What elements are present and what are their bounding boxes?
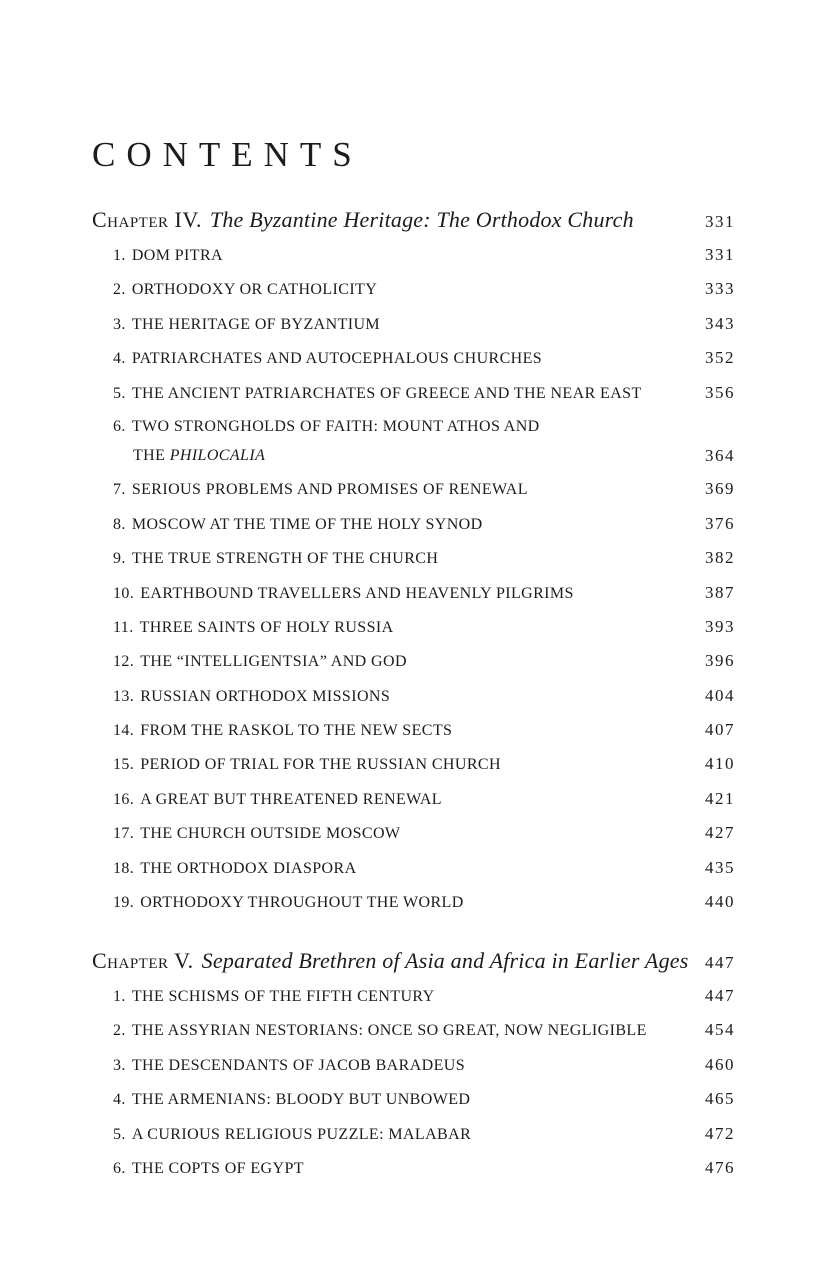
toc-item-row <box>92 1088 735 1111</box>
chapter-items <box>92 244 735 914</box>
item-page-number: 356 <box>705 382 735 402</box>
item-page-number: 465 <box>705 1089 735 1109</box>
item-number: 1. <box>113 247 126 264</box>
item-text <box>113 754 693 776</box>
toc-item-row <box>92 985 735 1008</box>
chapter-section <box>92 946 735 1180</box>
item-text <box>113 892 693 914</box>
item-text <box>113 514 693 536</box>
item-page-number: 393 <box>705 616 735 636</box>
item-text <box>113 245 693 267</box>
item-page-number: 447 <box>705 986 735 1006</box>
chapter-heading <box>92 205 735 237</box>
item-page-number: 404 <box>705 685 735 705</box>
item-number: 9. <box>113 550 126 568</box>
item-number: 16. <box>113 790 135 808</box>
item-text <box>113 1055 693 1077</box>
toc-item-row <box>92 1157 735 1180</box>
item-number: 5. <box>113 1125 126 1143</box>
item-number: 7. <box>113 481 126 499</box>
item-label: RUSSIAN ORTHODOX MISSIONS <box>140 687 391 705</box>
toc-item-row <box>92 244 735 267</box>
item-label: THE ANCIENT PATRIARCHATES OF GREECE AND THE NEAR EAST <box>131 384 642 402</box>
item-line2-italic: PHILOCALIA <box>169 446 266 464</box>
item-number: 13. <box>113 687 135 705</box>
item-number: 3. <box>113 1056 126 1074</box>
toc-item-row <box>92 1054 735 1077</box>
item-number: 6. <box>113 1159 126 1177</box>
item-page-number: 369 <box>705 479 735 499</box>
item-text <box>113 1089 693 1111</box>
item-label: ORTHODOXY THROUGHOUT THE WORLD <box>140 894 464 912</box>
item-page-number: 376 <box>705 513 735 533</box>
item-label: THE DESCENDANTS OF JACOB BARADEUS <box>131 1056 466 1074</box>
item-page-number: 396 <box>705 651 735 671</box>
item-text <box>113 1158 693 1180</box>
toc-item-row <box>92 1019 735 1042</box>
toc-item-row <box>92 582 735 605</box>
item-text <box>113 858 693 880</box>
item-text <box>113 583 693 605</box>
item-text <box>113 986 693 1008</box>
item-text <box>113 348 693 370</box>
item-number: 15. <box>113 756 135 774</box>
chapter-title: The Byzantine Heritage: The Orthodox Church <box>209 207 634 232</box>
item-label: THE ASSYRIAN NESTORIANS: ONCE SO GREAT, NOW NEGLIGIBLE <box>131 1022 647 1040</box>
item-number: 2. <box>113 1022 126 1040</box>
item-text <box>113 314 693 336</box>
toc-item-row <box>92 719 735 742</box>
item-text <box>113 617 693 639</box>
toc-item-row <box>92 416 735 467</box>
toc-item-row <box>92 857 735 880</box>
chapter-page-number: 447 <box>705 953 735 973</box>
item-label: PERIOD OF TRIAL FOR THE RUSSIAN CHURCH <box>140 756 501 774</box>
item-text <box>113 1124 693 1146</box>
item-number: 18. <box>113 859 135 877</box>
item-label: A CURIOUS RELIGIOUS PUZZLE: MALABAR <box>131 1125 472 1143</box>
item-page-number: 476 <box>705 1157 735 1177</box>
item-page-number: 440 <box>705 892 735 912</box>
item-page-number: 472 <box>705 1123 735 1143</box>
item-label: THREE SAINTS OF HOLY RUSSIA <box>139 618 394 636</box>
item-label: THE “INTELLIGENTSIA” AND GOD <box>140 653 407 671</box>
item-text <box>113 548 693 570</box>
item-number: 3. <box>113 315 126 333</box>
item-text-line2 <box>113 445 693 467</box>
item-label: THE ORTHODOX DIASPORA <box>140 859 357 877</box>
toc-item-row <box>92 685 735 708</box>
toc-item-row <box>92 788 735 811</box>
chapter-heading <box>92 946 735 978</box>
item-label: THE SCHISMS OF THE FIFTH CENTURY <box>131 988 435 1006</box>
toc-item-row <box>92 616 735 639</box>
item-label: TWO STRONGHOLDS OF FAITH: MOUNT ATHOS AND <box>131 417 540 435</box>
item-text <box>113 823 693 845</box>
item-number: 11. <box>113 618 134 636</box>
item-text <box>113 789 693 811</box>
item-label: A GREAT BUT THREATENED RENEWAL <box>140 790 442 808</box>
item-number: 4. <box>113 1091 126 1109</box>
item-text <box>113 479 693 501</box>
item-page-number: 352 <box>705 348 735 368</box>
page-title: CONTENTS <box>92 135 363 174</box>
toc-item-row <box>92 382 735 405</box>
item-page-number: 343 <box>705 313 735 333</box>
item-label: SERIOUS PROBLEMS AND PROMISES OF RENEWAL <box>131 481 528 499</box>
toc-item-row <box>92 1123 735 1146</box>
item-label: PATRIARCHATES AND AUTOCEPHALOUS CHURCHES <box>131 350 543 368</box>
chapter-title: Separated Brethren of Asia and Africa in Earlier Ages <box>201 948 689 974</box>
item-number: 6. <box>113 417 126 435</box>
toc-item-row <box>92 891 735 914</box>
toc-item-row <box>92 313 735 336</box>
item-page-number: 382 <box>705 548 735 568</box>
item-number: 1. <box>113 988 126 1006</box>
chapter-page-number: 331 <box>705 212 735 231</box>
item-text <box>113 279 693 301</box>
item-number: 19. <box>113 894 135 912</box>
item-label: THE COPTS OF EGYPT <box>131 1159 304 1177</box>
item-number: 8. <box>113 515 126 533</box>
item-page-number: 410 <box>705 754 735 774</box>
item-page-number: 333 <box>705 279 735 299</box>
item-page-number: 407 <box>705 720 735 740</box>
item-label: THE TRUE STRENGTH OF THE CHURCH <box>131 550 439 568</box>
item-page-number: 435 <box>705 857 735 877</box>
item-label: THE CHURCH OUTSIDE MOSCOW <box>140 825 401 843</box>
item-label: THE ARMENIANS: BLOODY BUT UNBOWED <box>131 1091 471 1109</box>
toc-item-row <box>92 513 735 536</box>
item-line2-plain: THE <box>133 446 170 464</box>
item-number: 10. <box>113 584 135 602</box>
toc-list <box>92 205 735 1180</box>
item-page-number: 454 <box>705 1020 735 1040</box>
item-text <box>113 720 693 742</box>
toc-item-row <box>92 478 735 501</box>
item-page-number: 421 <box>705 788 735 808</box>
toc-item-row <box>92 753 735 776</box>
chapter-section <box>92 205 735 914</box>
item-text <box>113 1020 693 1042</box>
chapter-items <box>92 985 735 1180</box>
toc-item-row <box>92 547 735 570</box>
chapter-label: Chapter IV. <box>92 207 202 232</box>
toc-item-row <box>92 278 735 301</box>
item-page-number: 460 <box>705 1054 735 1074</box>
item-label: FROM THE RASKOL TO THE NEW SECTS <box>140 722 453 740</box>
table-of-contents <box>92 135 735 1191</box>
item-page-number: 364 <box>705 445 735 465</box>
item-text <box>113 416 693 467</box>
item-page-number: 331 <box>705 245 735 264</box>
item-number: 5. <box>113 384 126 402</box>
item-number: 17. <box>113 825 135 843</box>
item-label: EARTHBOUND TRAVELLERS AND HEAVENLY PILGRIMS <box>140 584 574 602</box>
item-page-number: 387 <box>705 582 735 602</box>
item-page-number: 427 <box>705 823 735 843</box>
item-text <box>113 651 693 673</box>
item-label: MOSCOW AT THE TIME OF THE HOLY SYNOD <box>131 515 483 533</box>
chapter-label: Chapter V. <box>92 948 194 974</box>
toc-item-row <box>92 650 735 673</box>
item-number: 2. <box>113 281 126 299</box>
item-text <box>113 686 693 708</box>
toc-item-row <box>92 347 735 370</box>
toc-item-row <box>92 822 735 845</box>
item-label: ORTHODOXY OR CATHOLICITY <box>131 281 378 299</box>
item-label: THE HERITAGE OF BYZANTIUM <box>131 315 381 333</box>
item-label: DOM PITRA <box>131 247 223 264</box>
item-text <box>113 383 693 405</box>
item-number: 12. <box>113 653 135 671</box>
item-number: 14. <box>113 722 135 740</box>
item-number: 4. <box>113 350 126 368</box>
